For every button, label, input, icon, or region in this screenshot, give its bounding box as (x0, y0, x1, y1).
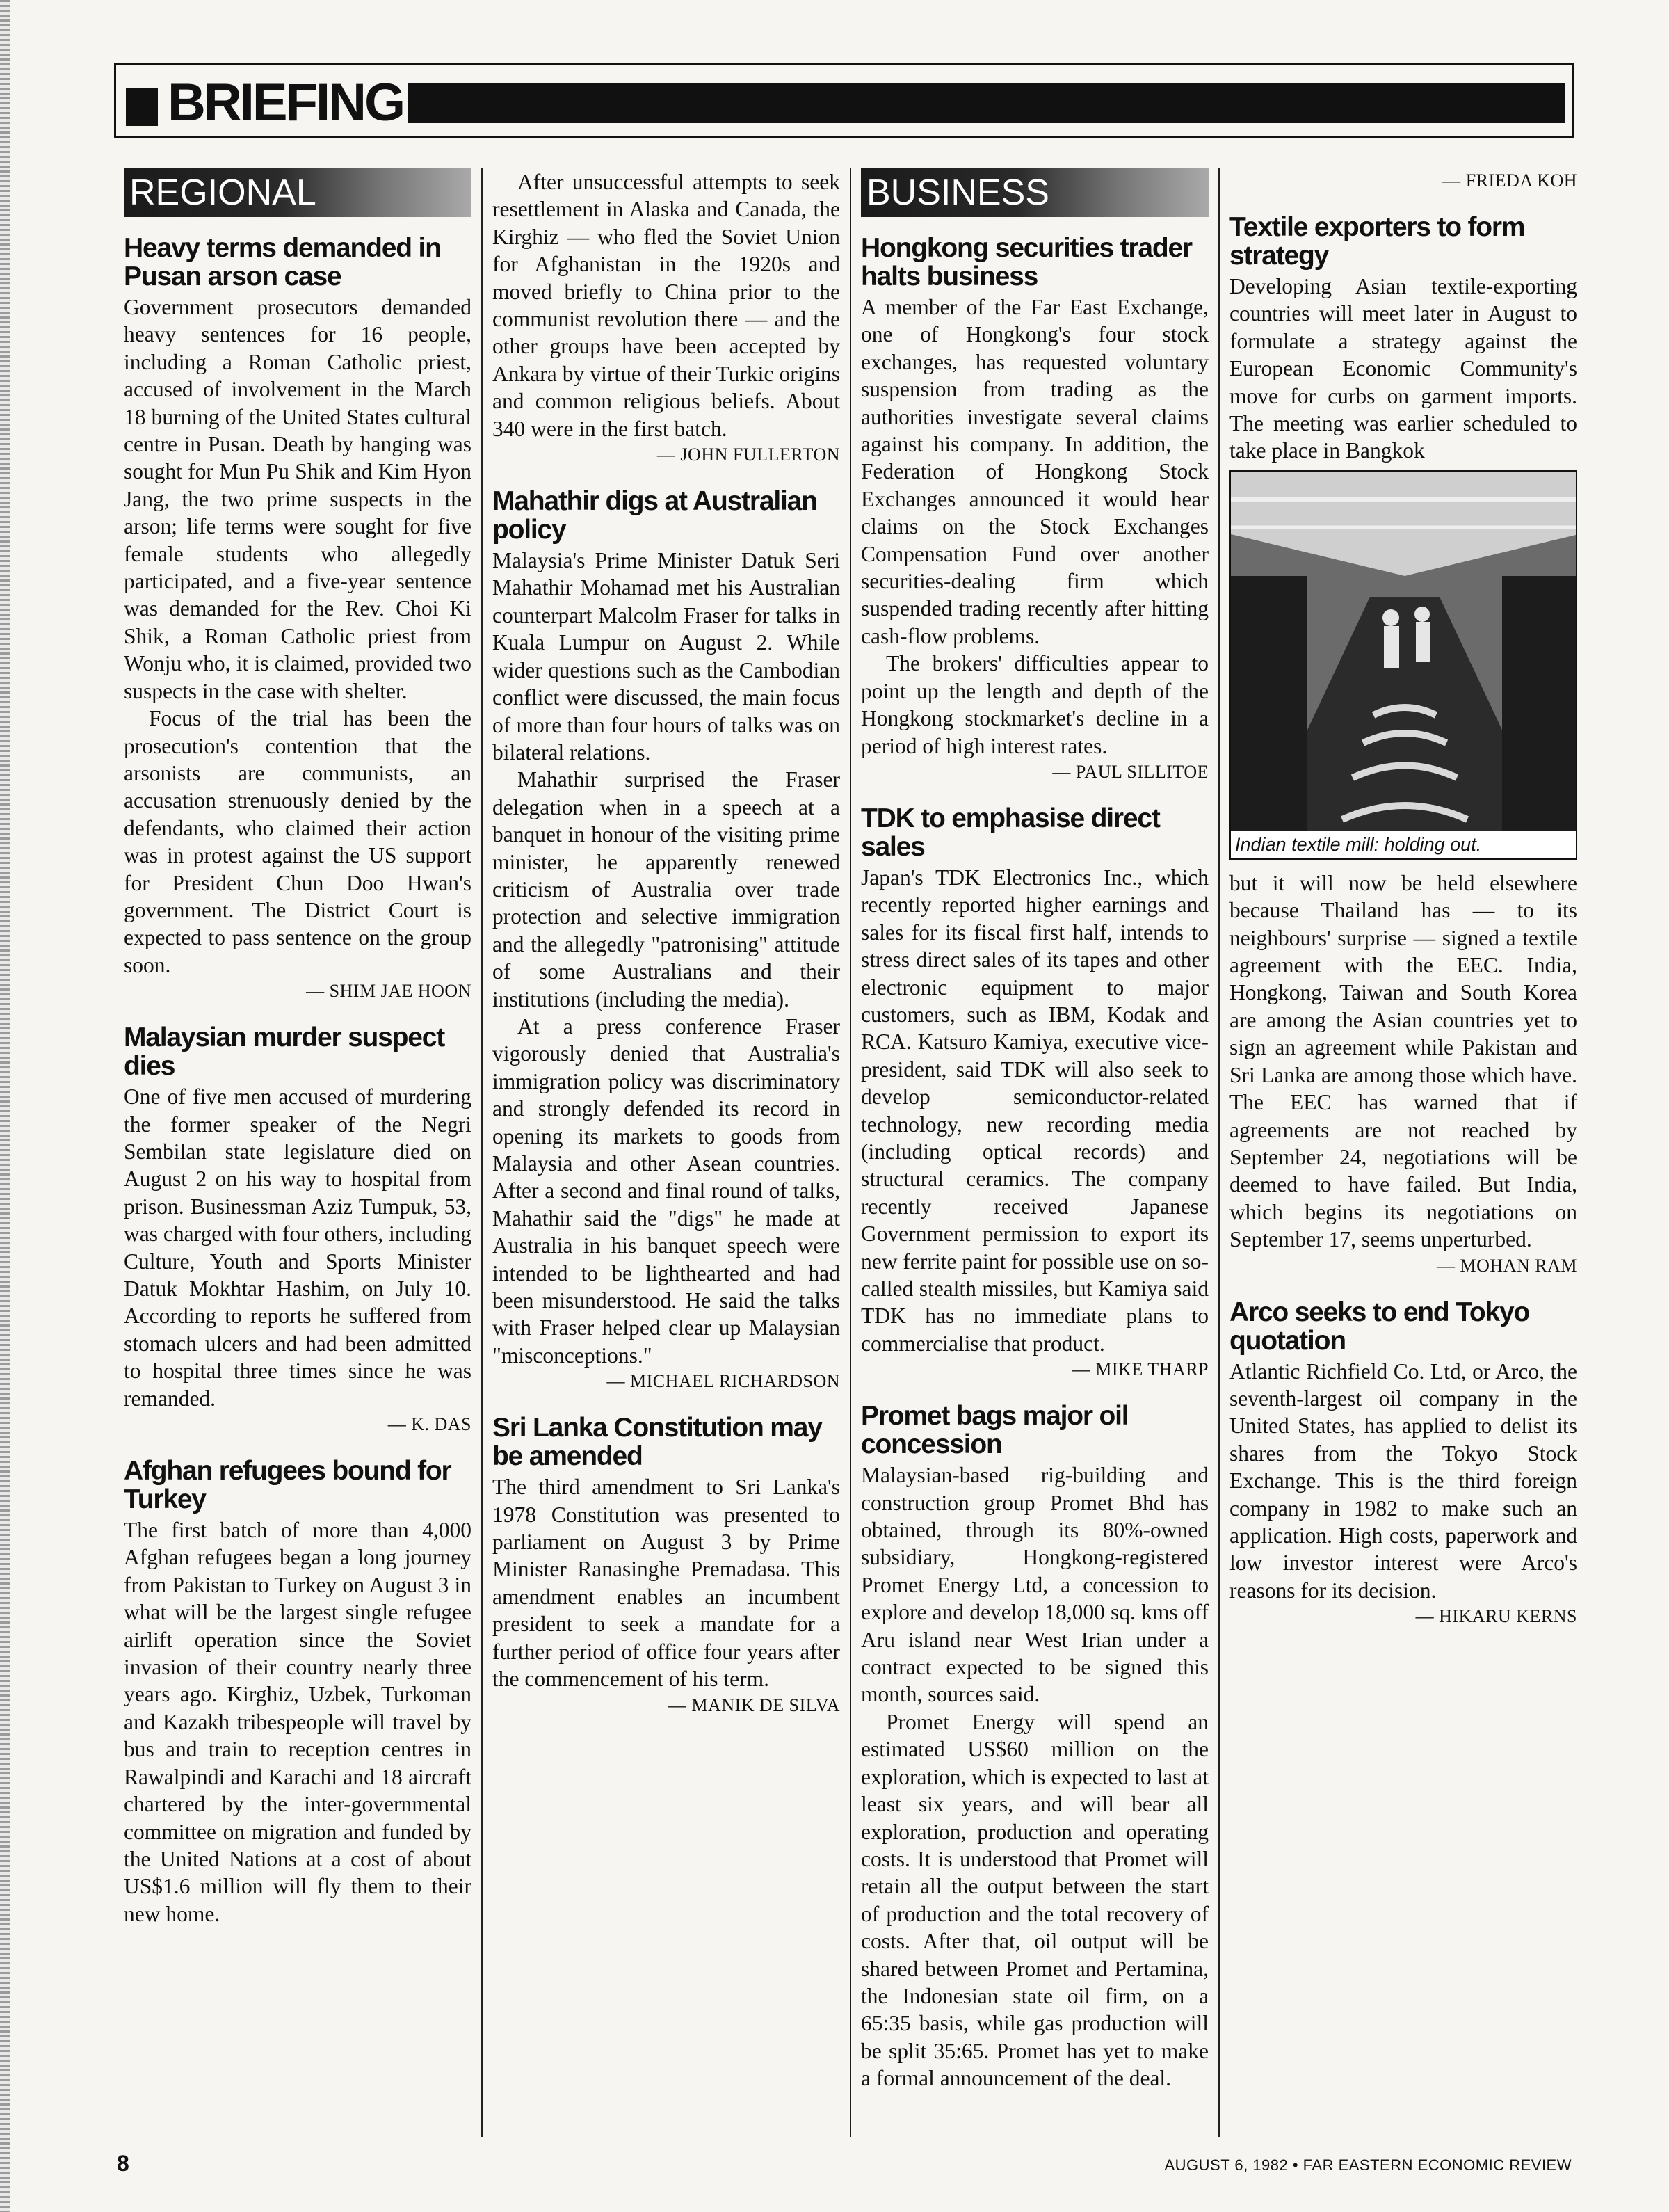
body-afghan-1: The first batch of more than 4,000 Afghan refugees began a long journey from Pakistan to Turkey on August 3 in what will be the largest single refugee airlift operation since the Soviet invasion of their country nearly three years ago. Kirghiz, Uzbek, Turkoman and Kazakh tribespeople will travel by bus and train to reception centres in Rawalpindi and Karachi and 18 aircraft chartered by the inter-governmental committee on migration and funded by the United Nations at a cost of about US$1.6 million will fly them to their new home. (124, 1518, 471, 1926)
body-arco-1: Atlantic Richfield Co. Ltd, or Arco, the seventh-largest oil company in the United States, has applied to delist its shares from the Tokyo Stock Exchange. This is the third foreign company in 1982 to make such an application. High costs, paperwork and low investor interest were Arco's reasons for its decision. (1229, 1359, 1577, 1603)
byline-pusan: — SHIM JAE HOON (306, 981, 471, 1002)
headline-textile: Textile exporters to form strategy (1229, 212, 1525, 271)
body-malaysian-1: One of five men accused of murdering the former speaker of the Negri Sembilan state legislature died on August 2 on his way to hospital from prison. Businessman Aziz Tumpuk, 53, was charged with four others, including Culture, Youth and Sports Minister Datuk Mokhtar Hashim, on July 10. According to reports he suffered from stomach ulcers and had been admitted to hospital three times since he was remanded. (124, 1084, 471, 1411)
section-regional: REGIONAL (124, 168, 471, 217)
column-1 (124, 168, 471, 1928)
headline-hongkong: Hongkong securities trader halts business (861, 233, 1192, 291)
body-mahathir-3: At a press conference Fraser vigorously denied that Australia's immigration policy was discriminatory and strongly defended its record in opening its markets to goods from Malaysia and other Asean countries. After a second and final round of talks, Mahathir said the "digs" he made at Australia in his banquet speech were intended to be lighthearted and had been misunderstood. He said the talks with Fraser helped clear up Malaysian "misconceptions." (492, 1013, 840, 1368)
body-hongkong-1: A member of the Far East Exchange, one of Hongkong's four stock exchanges, has requested voluntary suspension from trading as the authorities investigate several claims against his company. In addition, the Federation of Hongkong Stock Exchanges announced it would hear claims on the Stock Exchanges Compensation Fund over another securities-dealing firm which suspended trading recently after hitting cash-flow problems. (861, 295, 1209, 648)
textile-mill-illustration (1231, 472, 1577, 833)
headline-srilanka: Sri Lanka Constitution may be amended (492, 1413, 822, 1472)
body-pusan-2: Focus of the trial has been the prosecution's contention that the arsonists are communists, an accusation strenuously denied by the defendants, who claimed their action was in protest against the US support for President Chun Doo Hwan's government. The District Court is expected to pass sentence on the group soon. (124, 706, 471, 977)
column-rule (481, 168, 483, 2137)
textile-mill-photo (1229, 470, 1577, 860)
briefing-header (114, 63, 1574, 138)
byline-textile: — MOHAN RAM (1437, 1255, 1577, 1276)
body-tdk-1: Japan's TDK Electronics Inc., which recently reported higher earnings and sales for its fiscal first half, intends to stress direct sales of its tapes and other electronic equipment to major customers, such as IBM, Kodak and RCA. Katsuro Kamiya, executive vice-president, said TDK will also seek to develop semiconductor-related technology, new recording media (including optical records) and structural ceramics. The company recently received Japanese Government permission to export its new ferrite paint for possible use on so-called stealth missiles, but Kamiya said TDK has no immediate plans to commercialise that product. (861, 865, 1209, 1356)
column-4 (1229, 168, 1577, 1649)
byline-arco: — HIKARU KERNS (1415, 1606, 1577, 1627)
section-business: BUSINESS (861, 168, 1209, 217)
body-mahathir-1: Malaysia's Prime Minister Datuk Seri Mahathir Mohamad met his Australian counterpart Malcolm Fraser for talks in Kuala Lumpur on August 2. While wider questions such as the Cambodian conflict were discussed, the main focus of more than four hours of talks was on bilateral relations. (492, 548, 840, 764)
body-mahathir-2: Mahathir surprised the Fraser delegation when in a speech at a banquet in honour of the visiting prime minister, he apparently renewed criticism of Australia over trade protection and selective immigration and the allegedly "patronising" attitude of some Australians and their institutions (including the media). (492, 767, 840, 1011)
column-rule (850, 168, 851, 2137)
headline-afghan: Afghan refugees bound for Turkey (124, 1456, 451, 1515)
header-bar (408, 83, 1565, 123)
headline-arco: Arco seeks to end Tokyo quotation (1229, 1297, 1530, 1356)
body-textile-2: but it will now be held elsewhere because Thailand has — to its neighbours' surprise — signed a textile agreement with the EEC. India, Hongkong, Taiwan and South Korea are among the Asian countries yet to sign an agreement while Pakistan and Sri Lanka are among those which have. The EEC has warned that if agreements are not reached by September 24, negotiations will be deemed to have failed. But India, which begins its negotiations on September 17, seems unperturbed. (1229, 870, 1577, 1252)
body-textile-1: Developing Asian textile-exporting countries will meet later in August to formulate a strategy against the European Economic Community's move for curbs on garment imports. The meeting was earlier scheduled to take place in Bangkok (1229, 274, 1577, 463)
body-promet-2: Promet Energy will spend an estimated US$60 million on the exploration, which is expected to last at least six years, and will bear all exploration, production and operating costs. It is understood that Promet will retain all the output between the start of production and the total recovery of costs. After that, oil output will be shared between Promet and Pertamina, the Indonesian state oil firm, on a 65:35 basis, while gas production will be split 35:65. Promet has yet to make a formal announcement of the deal. (861, 1709, 1209, 2091)
body-pusan-1: Government prosecutors demanded heavy sentences for 16 people, including a Roman Catholic priest, accused of involvement in the March 18 burning of the United States cultural centre in Pusan. Death by hanging was sought for Mun Pu Shik and Kim Hyon Jang, the two prime suspects in the arson; life terms were sought for five female students who allegedly participated, and a five-year sentence was demanded for the Rev. Choi Ki Shik, a Roman Catholic priest from Wonju who, it is claimed, provided two suspects in the case with shelter. (124, 295, 471, 703)
body-srilanka-1: The third amendment to Sri Lanka's 1978 Constitution was presented to parliament on August 3 by Prime Minister Ranasinghe Premadasa. This amendment enables an incumbent president to seek a mandate for a further period of office four years after the commencement of his term. (492, 1475, 840, 1692)
headline-pusan: Heavy terms demanded in Pusan arson case (124, 233, 441, 291)
byline-tdk: — MIKE THARP (1072, 1359, 1209, 1380)
headline-promet: Promet bags major oil concession (861, 1401, 1129, 1460)
byline-hongkong: — PAUL SILLITOE (1052, 761, 1209, 782)
column-rule (1218, 168, 1220, 2137)
body-afghan-2: After unsuccessful attempts to seek resettlement in Alaska and Canada, the Kirghiz — who fled the Soviet Union for Afghanistan in the 1920s and moved briefly to China prior to the communist revolution there — and the other groups have been accepted by Ankara by virtue of their Turkic origins and common religious beliefs. About 340 were in the first batch. (492, 170, 840, 441)
headline-tdk: TDK to emphasise direct sales (861, 803, 1160, 862)
photo-caption: Indian textile mill: holding out. (1231, 831, 1577, 858)
byline-malaysian: — K. DAS (387, 1414, 471, 1435)
header-block-mark (126, 88, 158, 126)
column-2 (492, 168, 840, 1738)
byline-mahathir: — MICHAEL RICHARDSON (606, 1371, 840, 1392)
body-promet-1: Malaysian-based rig-building and construction group Promet Bhd has obtained, through its 80%-owned subsidiary, Hongkong-registered Promet Energy Ltd, a concession to explore and develop 18,000 sq. kms off Aru island near West Irian under a contract expected to be signed this month, sources said. (861, 1463, 1209, 1707)
publication-line: AUGUST 6, 1982 • FAR EASTERN ECONOMIC REVIEW (1164, 2156, 1572, 2174)
scan-edge (0, 0, 10, 2212)
byline-promet: — FRIEDA KOH (1442, 170, 1577, 191)
byline-afghan: — JOHN FULLERTON (656, 444, 840, 465)
byline-srilanka: — MANIK DE SILVA (668, 1694, 840, 1715)
body-hongkong-2: The brokers' difficulties appear to point up the length and depth of the Hongkong stockmarket's decline in a period of high interest rates. (861, 651, 1209, 758)
headline-malaysian: Malaysian murder suspect dies (124, 1023, 445, 1082)
column-3 (861, 168, 1209, 2092)
header-title: BRIEFING (168, 73, 404, 132)
headline-mahathir: Mahathir digs at Australian policy (492, 486, 817, 545)
page-number: 8 (117, 2151, 129, 2176)
